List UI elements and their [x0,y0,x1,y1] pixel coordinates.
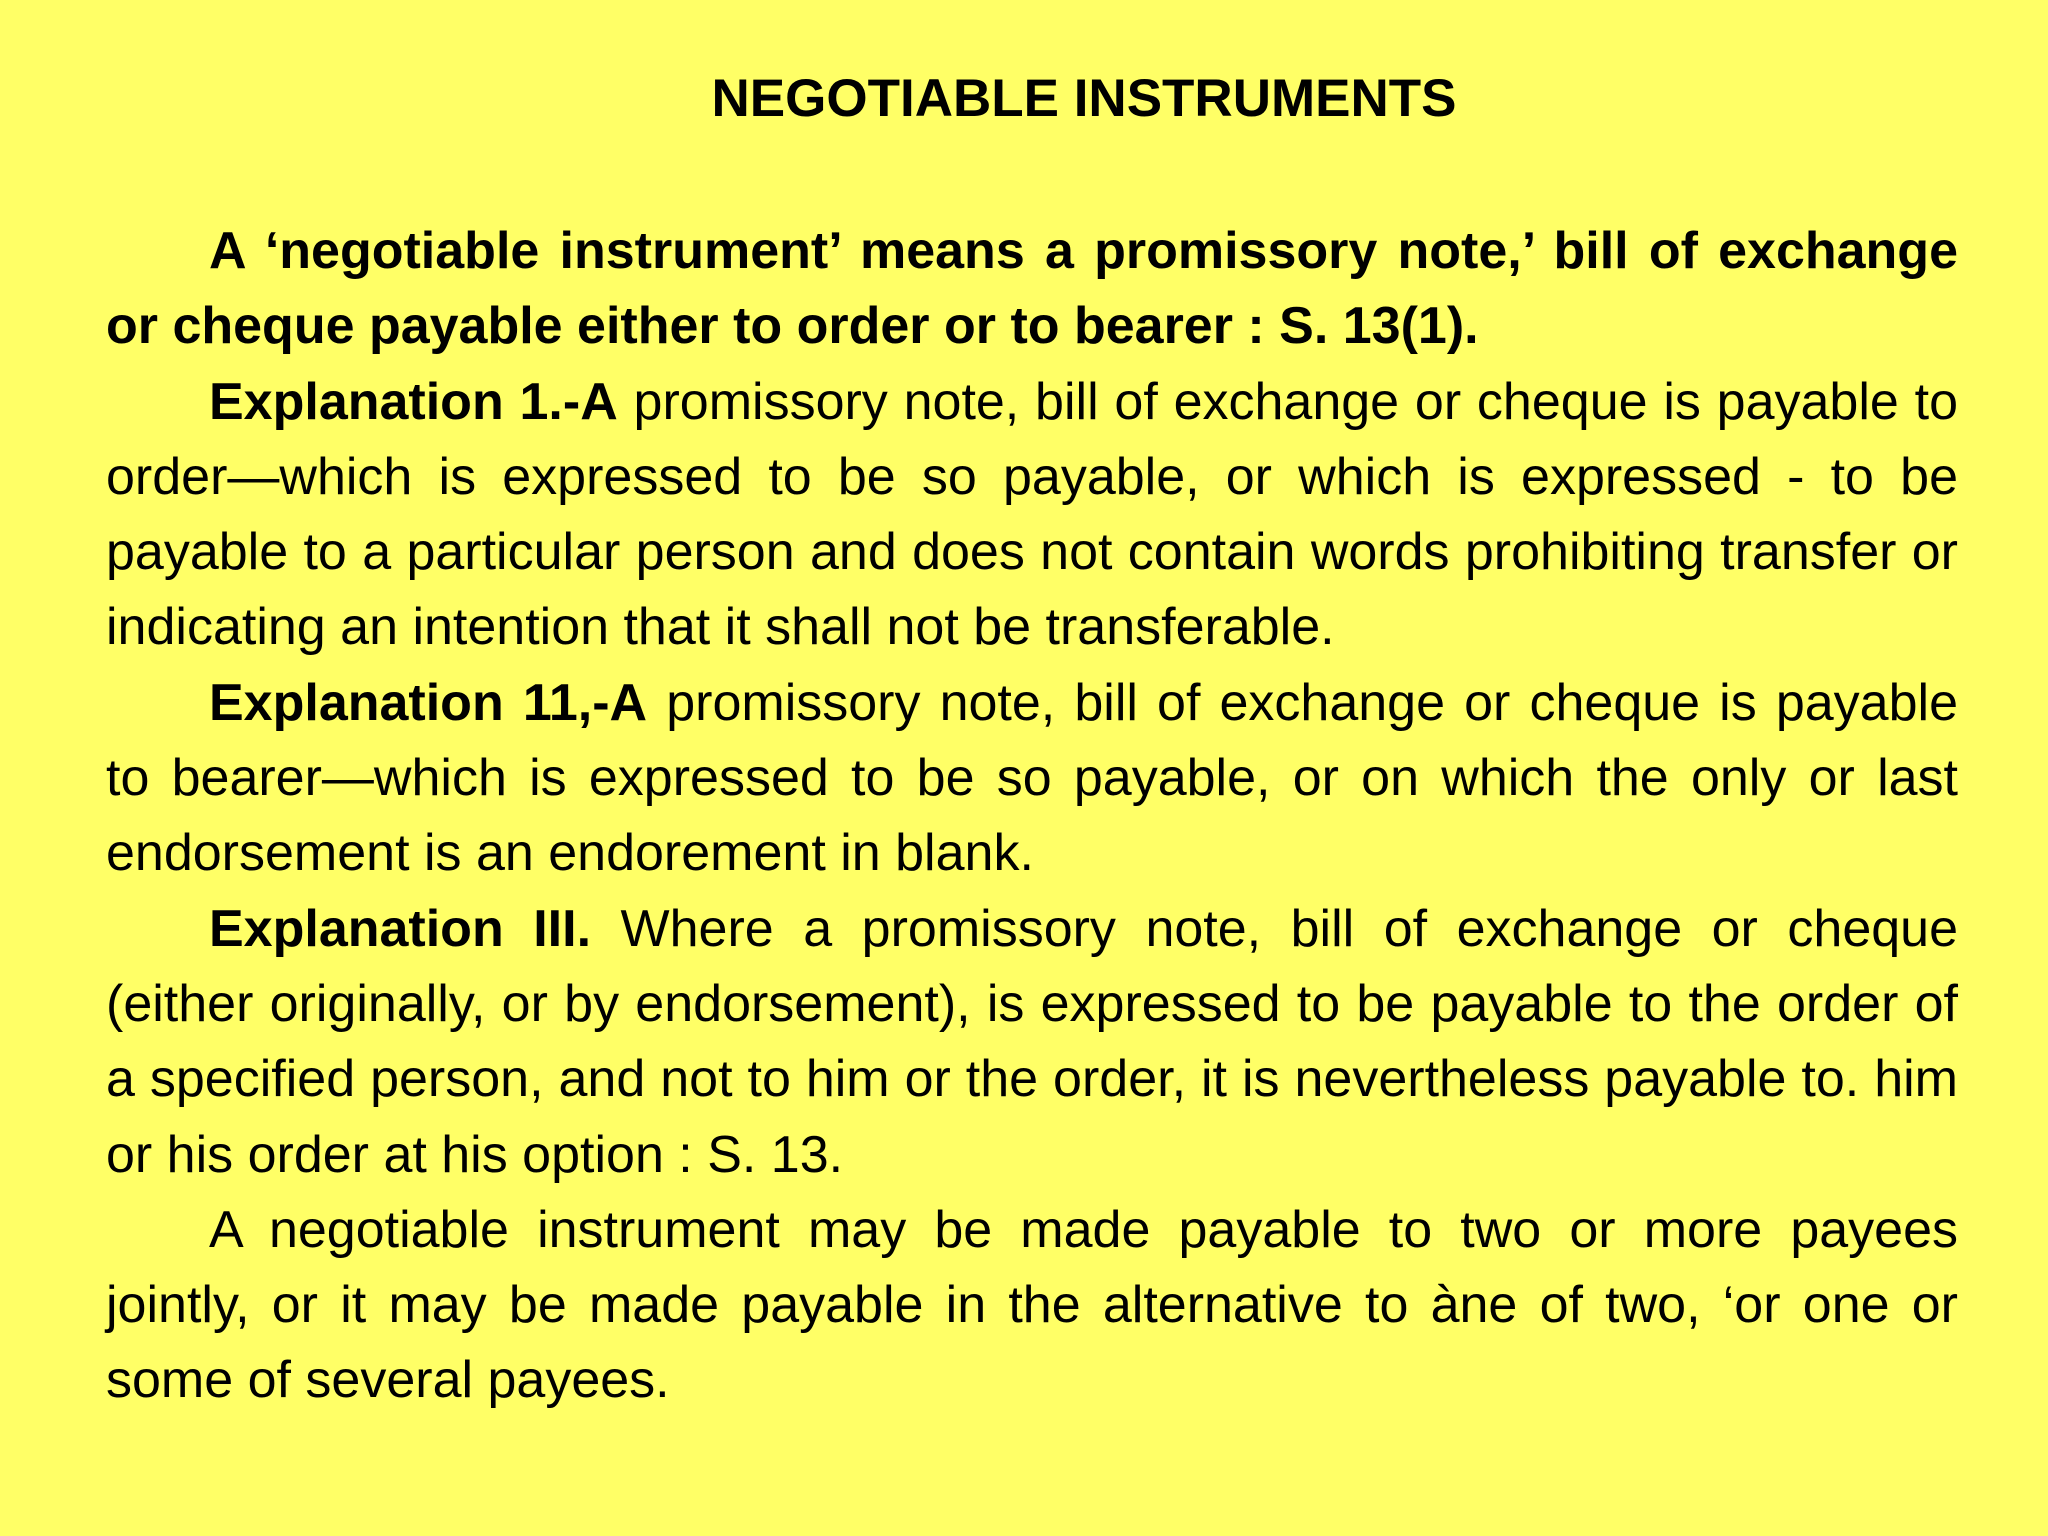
explanation-3-lead: Explanation III. [209,899,592,958]
definition-text: A ‘negotiable instrument’ means a promissory note,’ bill of exchange or cheque payable either to order or to bearer : S. 13(1). [106,222,1958,356]
document-body [106,214,1958,1419]
explanation-2-text: promissory note, bill of exchange or cheque is payable to bearer—which is expressed to be so payable, or on which the only or last endorsement is an endorement in blank. [106,673,1958,883]
explanation-1-lead: Explanation 1.-A [209,372,618,431]
explanation-2-paragraph [106,666,1958,892]
explanation-3-paragraph [106,892,1958,1193]
joint-payees-paragraph [106,1193,1958,1419]
page-title: NEGOTIABLE INSTRUMENTS [711,69,1457,128]
explanation-2-lead: Explanation 11,-A [209,673,648,732]
explanation-1-text: promissory note, bill of exchange or cheque is payable to order—which is expressed to be so payable, or which is expressed - to be payable to a particular person and does not contain words prohibiting transfer or indicating an intention that it shall not be transferable. [106,372,1958,657]
definition-paragraph [106,214,1958,365]
joint-payees-text: A negotiable instrument may be made payable to two or more payees jointly, or it may be made payable in the alternative to àne of two, ‘or one or some of several payees. [106,1200,1958,1410]
explanation-3-text: Where a promissory note, bill of exchange or cheque (either originally, or by endorsement), is expressed to be payable to the order of a specified person, and not to him or the order, it is nevertheless payable to. him or his order at his option : S. 13. [106,899,1958,1184]
explanation-1-paragraph [106,365,1958,666]
